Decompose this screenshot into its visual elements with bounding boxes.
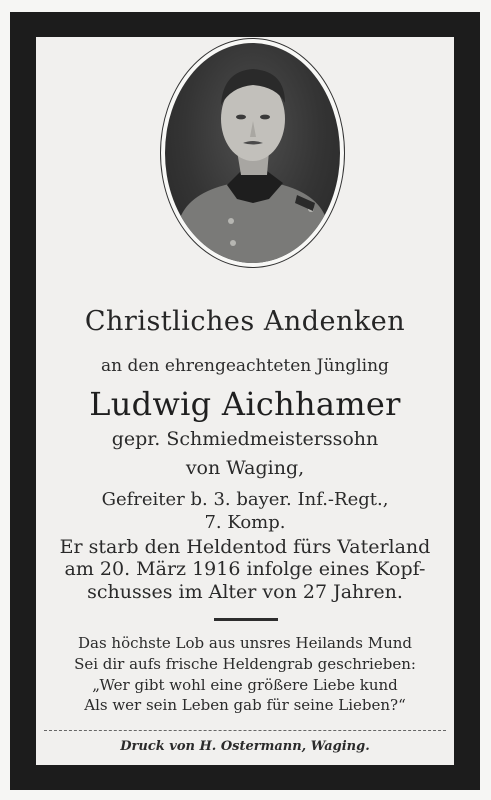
detail-line-4: 7. Komp. — [204, 512, 286, 533]
soldier-portrait-image — [165, 43, 340, 263]
card-title: Christliches Andenken — [84, 306, 406, 337]
deceased-name: Ludwig Aichhamer — [89, 385, 401, 423]
printer-credit: Druck von H. Ostermann, Waging. — [120, 739, 370, 754]
detail-line-5: Er starb den Heldentod fürs Vaterland — [59, 536, 431, 558]
card-inner-panel — [36, 37, 454, 765]
detail-line-1: gepr. Schmiedmeisterssohn — [111, 428, 379, 450]
verse-line-4: Als wer sein Leben gab für seine Lieben?“ — [84, 696, 406, 714]
detail-line-2: von Waging, — [185, 457, 305, 479]
portrait-photo — [165, 43, 340, 263]
detail-line-6: am 20. März 1916 infolge eines Kopf- — [64, 558, 426, 580]
portrait-frame — [160, 38, 345, 268]
intro-line: an den ehrengeachteten Jüngling — [101, 356, 389, 376]
dotted-separator — [44, 730, 446, 731]
verse-line-3: „Wer gibt wohl eine größere Liebe kund — [92, 676, 398, 694]
detail-line-7: schusses im Alter von 27 Jahren. — [87, 581, 403, 603]
detail-line-3: Gefreiter b. 3. bayer. Inf.-Regt., — [101, 489, 389, 510]
section-divider — [214, 618, 278, 621]
verse-line-1: Das höchste Lob aus unsres Heilands Mund — [77, 634, 413, 652]
memorial-card — [10, 12, 480, 790]
verse-line-2: Sei dir aufs frische Heldengrab geschrieben: — [74, 655, 416, 673]
